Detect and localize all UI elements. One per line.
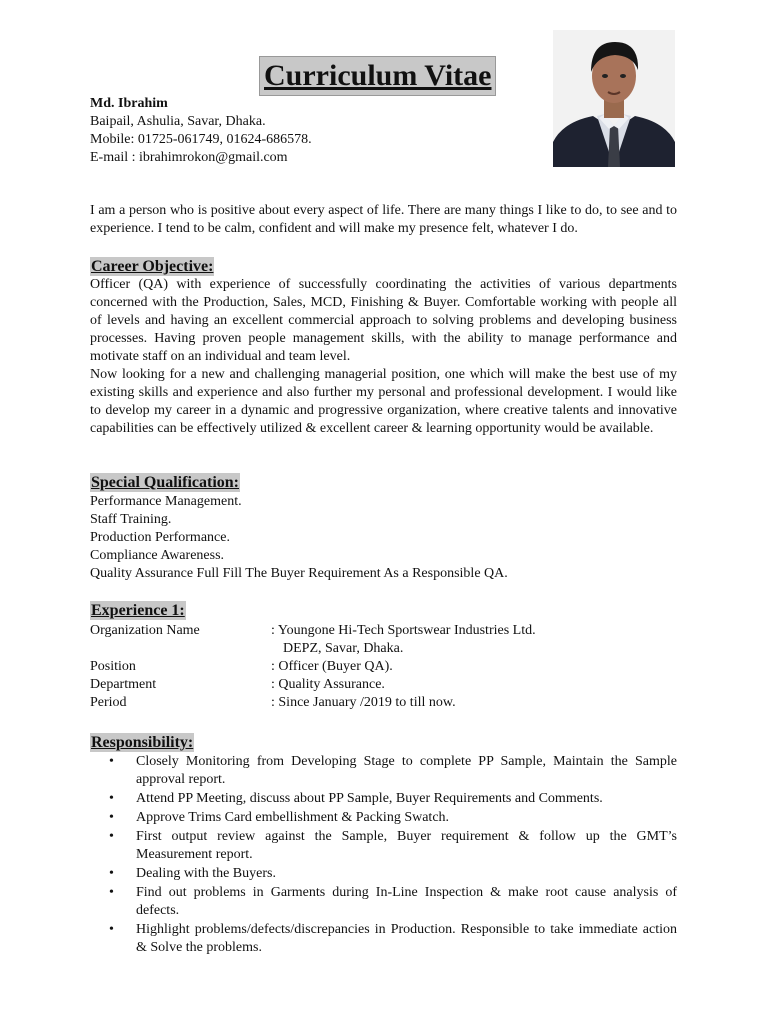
profile-photo — [553, 30, 675, 167]
special-qualification-heading: Special Qualification: — [91, 474, 239, 491]
responsibility-text: Highlight problems/defects/discrepancies in Production. Responsible to take immediate action & Solve the problems. — [136, 922, 677, 955]
experience-row-organization — [90, 622, 677, 640]
list-item — [90, 828, 677, 864]
career-paragraph-2: Now looking for a new and challenging managerial position, one which will make the best use of my existing skills and experience and also further my personal and professional development. I would like to develop my career in a dynamic and progressive organization, where creative talents and innovative capabilities can be effectively utilized & excellent career & learning opportunity would be available. — [90, 367, 677, 436]
department-label: Department — [90, 677, 157, 692]
responsibility-list — [90, 753, 677, 958]
bullet-icon: • — [109, 791, 114, 806]
position-value: : Officer (Buyer QA). — [271, 659, 393, 674]
bullet-icon: • — [109, 829, 114, 844]
bullet-icon: • — [109, 810, 114, 825]
position-label: Position — [90, 659, 136, 674]
special-qualification-list — [90, 493, 508, 583]
experience-row-department — [90, 676, 677, 694]
mobile-numbers: Mobile: 01725-061749, 01624-686578. — [90, 132, 312, 147]
address: Baipail, Ashulia, Savar, Dhaka. — [90, 114, 266, 129]
period-value: : Since January /2019 to till now. — [271, 695, 456, 710]
responsibility-text: Find out problems in Garments during In-Line Inspection & make root cause analysis of defects. — [136, 885, 677, 918]
responsibility-text: First output review against the Sample, Buyer requirement & follow up the GMT’s Measurement report. — [136, 829, 677, 862]
career-objective-text — [90, 276, 677, 438]
experience-row-position — [90, 658, 677, 676]
responsibility-text: Dealing with the Buyers. — [136, 866, 276, 881]
experience-table — [90, 622, 677, 712]
department-value: : Quality Assurance. — [271, 677, 385, 692]
bullet-icon: • — [109, 754, 114, 769]
list-item — [90, 865, 677, 883]
experience-heading: Experience 1: — [91, 602, 185, 619]
responsibility-text: Approve Trims Card embellishment & Packing Swatch. — [136, 810, 450, 825]
document-title: Curriculum Vitae — [259, 56, 496, 96]
experience-row-period — [90, 694, 677, 712]
list-item — [90, 753, 677, 789]
qualification-item: Staff Training. — [90, 512, 172, 527]
intro-paragraph: I am a person who is positive about every aspect of life. There are many things I like to do, to see and to experience. I tend to be calm, confident and will make my presence felt, whatever I do. — [90, 203, 677, 236]
list-item — [90, 884, 677, 920]
contact-block — [90, 95, 312, 167]
bullet-icon: • — [109, 866, 114, 881]
qualification-item: Compliance Awareness. — [90, 548, 225, 563]
period-label: Period — [90, 695, 127, 710]
bullet-icon: • — [109, 885, 114, 900]
responsibility-heading: Responsibility: — [91, 734, 194, 751]
bullet-icon: • — [109, 922, 114, 937]
qualification-item: Production Performance. — [90, 530, 230, 545]
organization-label: Organization Name — [90, 623, 200, 638]
list-item — [90, 809, 677, 827]
career-paragraph-1: Officer (QA) with experience of successfully coordinating the activities of various departments concerned with the Production, Sales, MCD, Finishing & Buyer. Comfortable working with people all of levels and having an excellent commercial approach to solving problems and developing business processes. Having proven people management skills, with the ability to manage performance and motivate staff on an individual and team level. — [90, 277, 677, 364]
qualification-item: Quality Assurance Full Fill The Buyer Requirement As a Responsible QA. — [90, 566, 508, 581]
person-name: Md. Ibrahim — [90, 96, 168, 111]
organization-location: DEPZ, Savar, Dhaka. — [283, 641, 404, 656]
experience-row-organization-location — [90, 640, 677, 658]
list-item — [90, 790, 677, 808]
responsibility-text: Attend PP Meeting, discuss about PP Sample, Buyer Requirements and Comments. — [136, 791, 603, 806]
organization-value: : Youngone Hi-Tech Sportswear Industries Ltd. — [271, 623, 536, 638]
qualification-item: Performance Management. — [90, 494, 242, 509]
list-item — [90, 921, 677, 957]
responsibility-text: Closely Monitoring from Developing Stage to complete PP Sample, Maintain the Sample approval report. — [136, 754, 677, 787]
email-address: E-mail : ibrahimrokon@gmail.com — [90, 150, 288, 165]
career-objective-heading: Career Objective: — [91, 258, 214, 275]
